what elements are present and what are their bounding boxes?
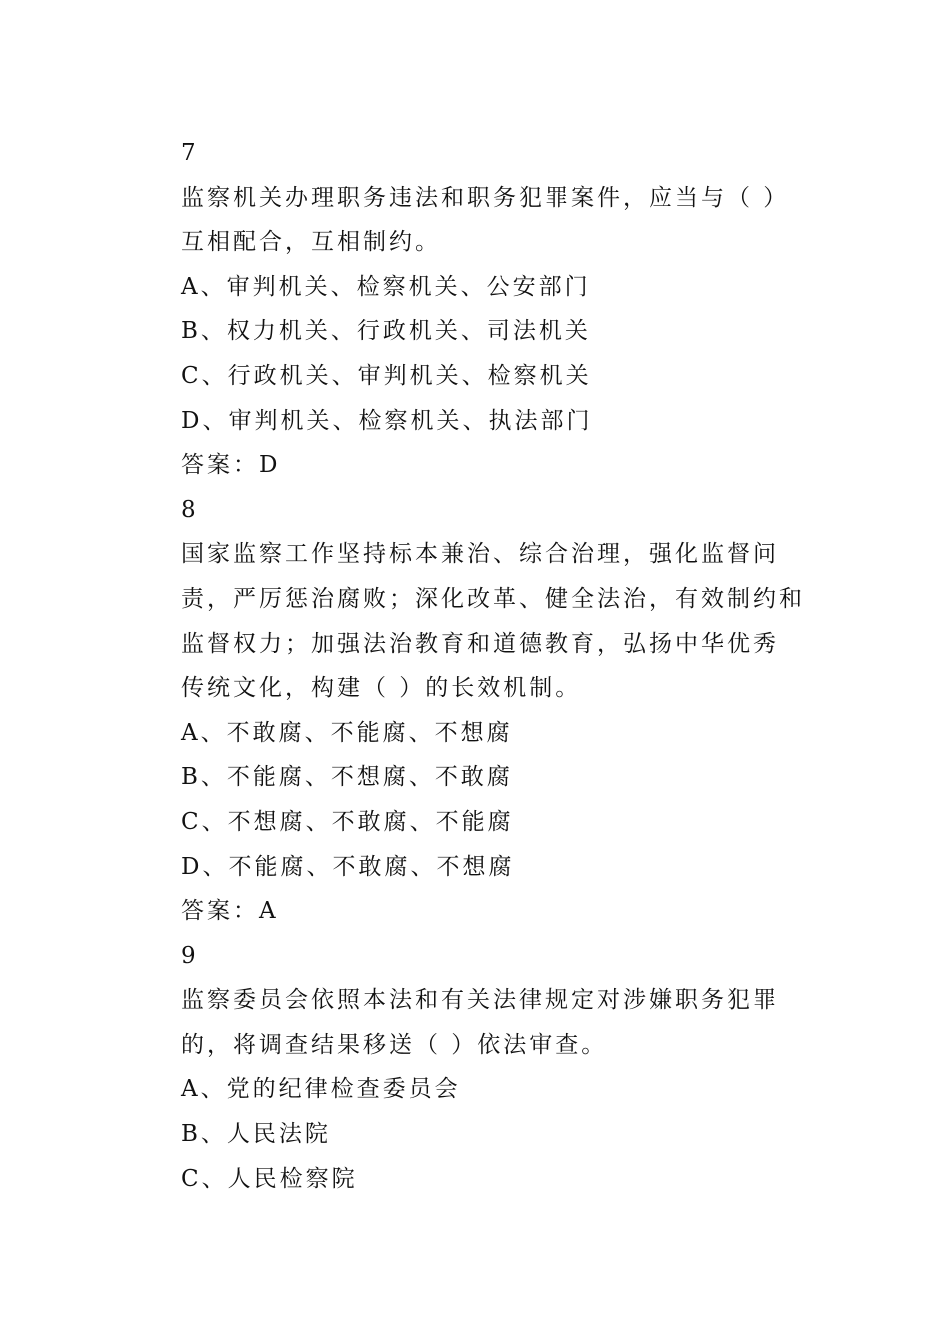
question-list [181, 131, 805, 1201]
option-b: B、不能腐、不想腐、不敢腐 [181, 764, 513, 791]
option-c: C、人民检察院 [181, 1165, 358, 1192]
question-stem-line: 监察机关办理职务违法和职务犯罪案件，应当与（ ） [181, 184, 790, 211]
option-d: D、审判机关、检察机关、执法部门 [181, 407, 593, 434]
option-a: A、党的纪律检查委员会 [181, 1076, 461, 1103]
question-stem-line: 的，将调查结果移送（ ）依法审查。 [181, 1031, 608, 1058]
question-number: 8 [181, 496, 196, 523]
option-b: B、权力机关、行政机关、司法机关 [181, 318, 591, 345]
question-number: 7 [181, 140, 196, 166]
option-b: B、人民法院 [181, 1121, 331, 1148]
answer-line: 答案：A [181, 898, 279, 925]
question-stem-line: 责，严厉惩治腐败；深化改革、健全法治，有效制约和 [181, 585, 805, 612]
option-c: C、行政机关、审判机关、检察机关 [181, 362, 592, 389]
option-a: A、不敢腐、不能腐、不想腐 [181, 719, 513, 746]
question-number: 9 [181, 942, 196, 969]
option-a: A、审判机关、检察机关、公安部门 [181, 273, 591, 300]
question-stem-line: 国家监察工作坚持标本兼治、综合治理，强化监督问 [181, 541, 779, 568]
question-stem-line: 监督权力；加强法治教育和道德教育，弘扬中华优秀 [181, 630, 779, 657]
question-stem-line: 互相配合，互相制约。 [181, 229, 441, 256]
question-stem-line: 监察委员会依照本法和有关法律规定对涉嫌职务犯罪 [181, 987, 779, 1014]
option-d: D、不能腐、不敢腐、不想腐 [181, 853, 515, 880]
question-stem-line: 传统文化，构建（ ）的长效机制。 [181, 675, 582, 702]
option-c: C、不想腐、不敢腐、不能腐 [181, 808, 514, 835]
answer-line: 答案：D [181, 452, 281, 479]
